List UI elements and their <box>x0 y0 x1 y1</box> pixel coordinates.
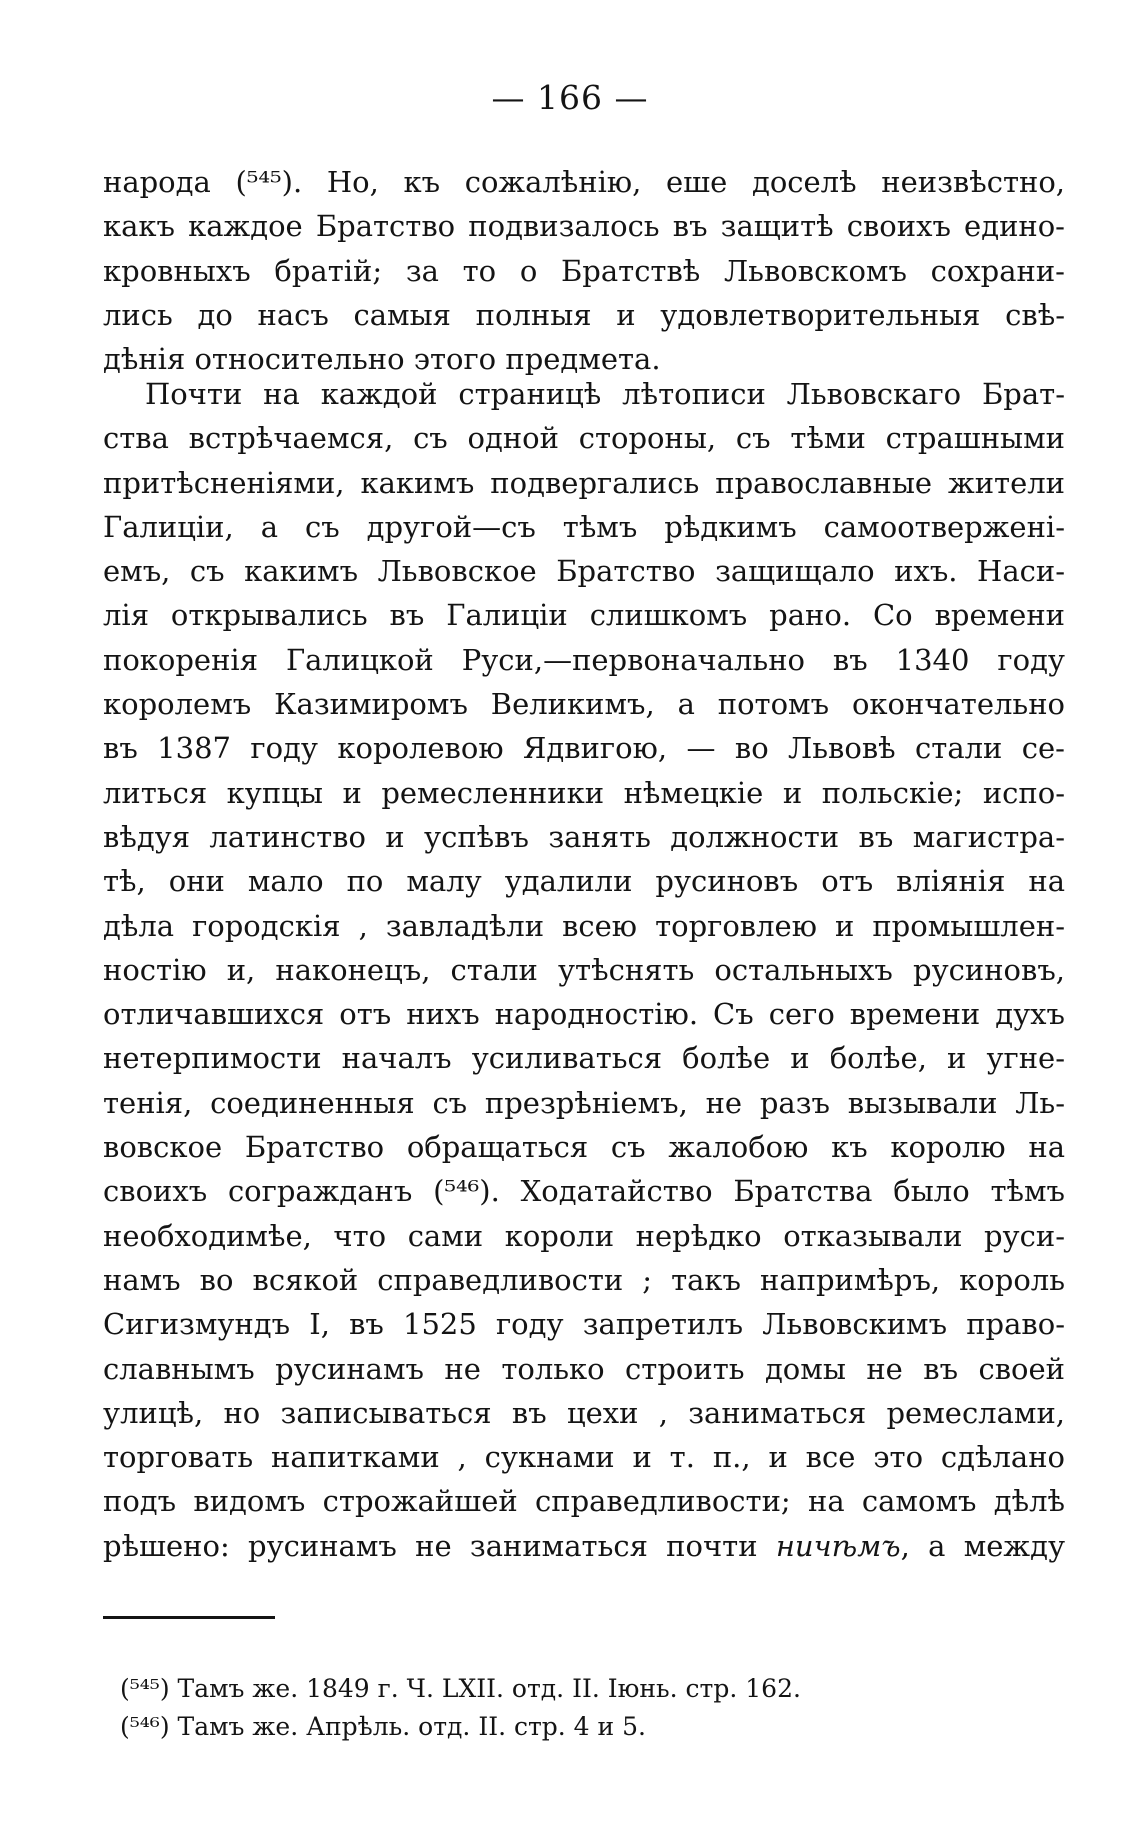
footnotes <box>120 1670 1020 1746</box>
text-line: королемъ Казимиромъ Великимъ, а потомъ окончательно <box>103 687 1065 722</box>
text-line: торговать напитками , сукнами и т. п., и все это сдѣлано <box>103 1440 1065 1475</box>
text-line: вовское Братство обращаться съ жалобою къ королю на <box>103 1130 1065 1165</box>
text-line: нетерпимости началъ усиливаться болѣе и болѣе, и угне- <box>103 1041 1065 1076</box>
text-line: Сигизмундъ I, въ 1525 году запретилъ Львовскимъ право- <box>103 1307 1065 1342</box>
text-line: подъ видомъ строжайшей справедливости; на самомъ дѣлѣ <box>103 1484 1065 1519</box>
text-line: славнымъ русинамъ не только строить домы не въ своей <box>103 1351 1065 1386</box>
footnote-divider <box>103 1616 275 1619</box>
text-line: вѣдуя латинство и успѣвъ занять должности въ магистра- <box>103 819 1065 854</box>
text-line: своихъ согражданъ (⁵⁴⁶). Ходатайство Братства было тѣмъ <box>103 1174 1065 1209</box>
text-line: народа (⁵⁴⁵). Но, къ сожалѣнію, еше доселѣ неизвѣстно, <box>103 165 1065 199</box>
text-line: ностію и, наконецъ, стали утѣснять остальныхъ русиновъ, <box>103 952 1065 987</box>
paragraph-1 <box>103 160 1065 381</box>
text-line: притѣсненіями, какимъ подвергались православные жители <box>103 465 1065 500</box>
text-line: какъ каждое Братство подвизалось въ защитѣ своихъ едино- <box>103 209 1065 244</box>
text-line: кровныхъ братій; за то о Братствѣ Львовскомъ сохрани- <box>103 253 1065 288</box>
text-line: намъ во всякой справедливости ; такъ напримѣръ, король <box>103 1262 1065 1297</box>
text-line: ства встрѣчаемся, съ одной стороны, съ тѣми страшными <box>103 421 1065 456</box>
text-line: дѣнія относительно этого предмета. <box>103 342 661 377</box>
text-line: въ 1387 году королевою Ядвигою, — во Львовѣ стали се- <box>103 731 1065 766</box>
text-line: тенія, соединенныя съ презрѣніемъ, не разъ вызывали Ль- <box>103 1085 1065 1120</box>
footnote-546: (⁵⁴⁶) Тамъ же. Апрѣль. отд. II. стр. 4 и 5. <box>120 1712 647 1741</box>
paragraph-2 <box>103 372 1065 1568</box>
text-line: улицѣ, но записываться въ цехи , заниматься ремеслами, <box>103 1395 1065 1430</box>
text-line: лія открывались въ Галиціи слишкомъ рано. Со времени <box>103 598 1065 633</box>
page-number: — 166 — <box>491 78 649 117</box>
text-line: покоренія Галицкой Руси,—первоначально въ 1340 году <box>103 642 1065 677</box>
text-line: лись до насъ самыя полныя и удовлетворительныя свѣ- <box>103 297 1065 332</box>
text-line-last <box>103 1524 1065 1568</box>
text-line: Галиціи, а съ другой—съ тѣмъ рѣдкимъ самоотверженi- <box>103 509 1065 544</box>
footnote-545: (⁵⁴⁵) Тамъ же. 1849 г. Ч. LXII. отд. II. Іюнь. стр. 162. <box>120 1674 801 1703</box>
text-line: необходимѣе, что сами короли нерѣдко отказывали руси- <box>103 1218 1065 1253</box>
text-line: тѣ, они мало по малу удалили русиновъ отъ вліянія на <box>103 864 1065 899</box>
text-line: дѣла городскія , завладѣли всею торговлею и промышлен- <box>103 908 1065 943</box>
text-line: емъ, съ какимъ Львовское Братство защищало ихъ. Наси- <box>103 554 1065 589</box>
text-line: отличавшихся отъ нихъ народностію. Съ сего времени духъ <box>103 997 1065 1032</box>
italic-word: ничѣмъ <box>775 1528 901 1563</box>
text-line-end: , а между <box>900 1528 1066 1563</box>
text-line: Почти на каждой страницѣ лѣтописи Львовскаго Брат- <box>145 377 1065 411</box>
text-line-start: рѣшено: русинамъ не заниматься почти <box>103 1528 758 1563</box>
text-line: литься купцы и ремесленники нѣмецкіе и польскіе; испо- <box>103 775 1065 810</box>
